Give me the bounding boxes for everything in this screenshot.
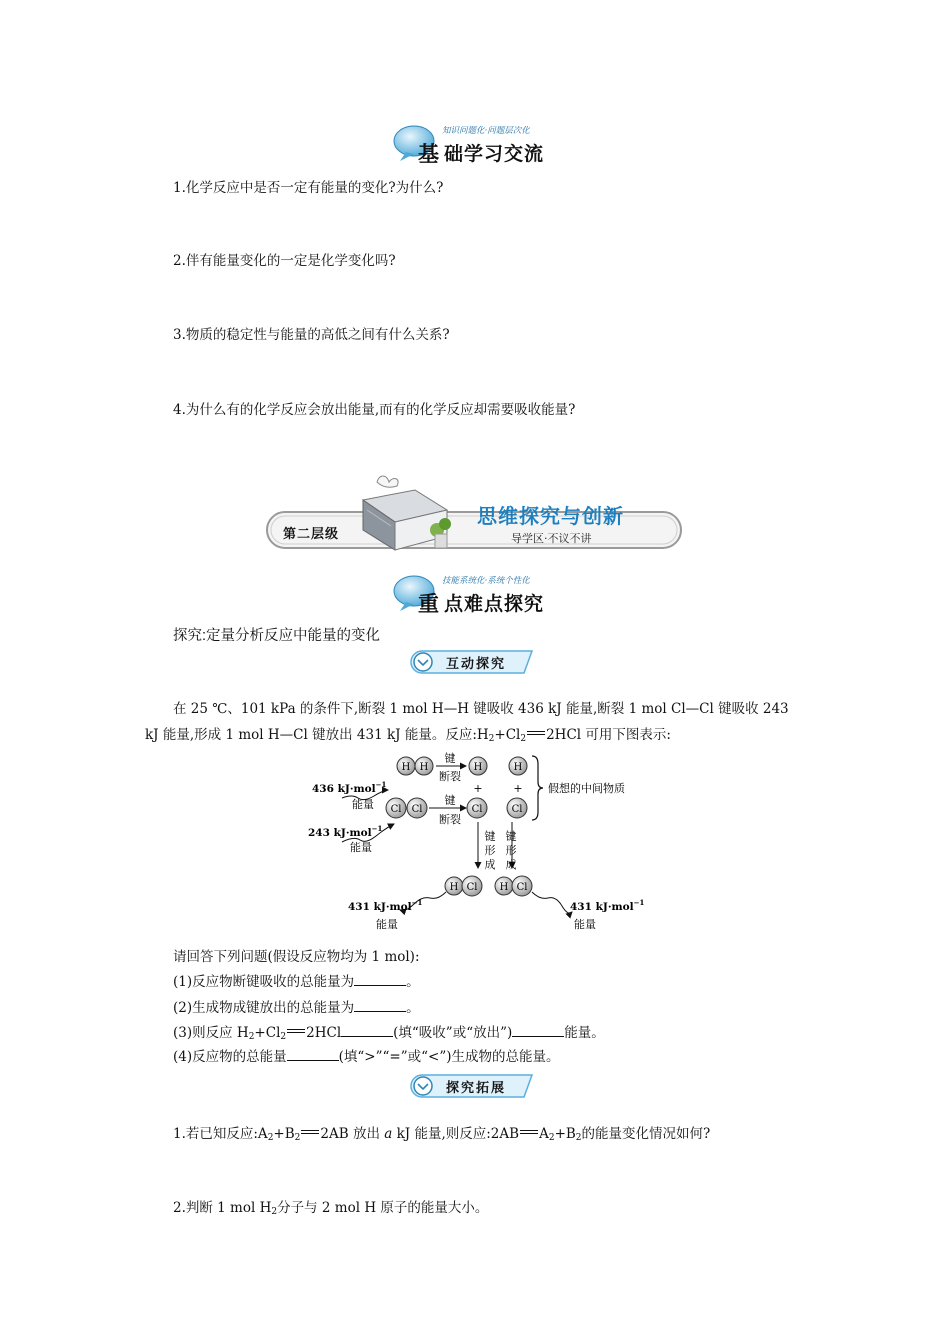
bond-break-label: 断裂 <box>439 770 461 783</box>
atom-label-cl: Cl <box>471 804 483 815</box>
atom-label-h: H <box>401 762 411 773</box>
svg-text:431 kJ·mol−1: 431 kJ·mol$^{-1}$ <box>570 898 645 913</box>
question-q3: (3)则反应 $H_2+Cl_2$ 2HCl (填“吸收”或“放出”) 能量。 <box>173 1025 605 1042</box>
energy-431-label: 431 kJ·mol <box>570 901 634 913</box>
energy-243-label: 243 kJ·mol <box>308 827 372 839</box>
svg-text:243 kJ·mol−1: 243 kJ·mol$^{-1}$ <box>308 824 383 839</box>
energy-word: 能量 <box>352 798 374 811</box>
prompt-text: 请回答下列问题(假设反应物均为 1 mol): <box>173 949 420 965</box>
question-1: 1.化学反应中是否一定有能量的变化?为什么? <box>173 180 444 196</box>
svg-text:成: 成 <box>484 858 496 871</box>
h2-molecule <box>397 757 433 775</box>
bond-break-label: 键 <box>444 752 456 765</box>
energy-word: 能量 <box>350 841 372 854</box>
svg-text:436 kJ·mol−1: 436 kJ·mol$^{-1}$ <box>312 780 387 795</box>
atom-label-cl: Cl <box>411 804 423 815</box>
atom-label-h: H <box>419 762 429 773</box>
level-label: 第二层级 <box>283 527 340 542</box>
svg-text:键: 键 <box>505 830 517 843</box>
wavy-arrow <box>532 892 572 913</box>
atom-label-h: H <box>473 762 483 773</box>
section-banner-key <box>392 572 562 614</box>
banner-title: 础学习交流 <box>444 143 545 165</box>
cl2-molecule <box>386 798 427 818</box>
plus-sign: + <box>513 782 523 795</box>
energy-word: 能量 <box>376 918 398 931</box>
bond-energy-diagram <box>300 750 660 940</box>
reaction-equals-sign <box>520 1130 538 1134</box>
level-subtitle: 导学区·不议不讲 <box>511 532 592 545</box>
svg-text:431 kJ·mol−1: 431 kJ·mol$^{-1}$ <box>348 898 423 913</box>
reaction-equals-sign <box>287 1029 305 1033</box>
intro-paragraph-line1: 在 25 ℃、101 kPa 的条件下,断裂 1 mol H—H 键吸收 436 kJ 能量,断裂 1 mol Cl—Cl 键吸收 243 <box>173 701 789 717</box>
question-q2: (2)生成物成键放出的总能量为 。 <box>173 1000 420 1016</box>
question-3: 3.物质的稳定性与能量的高低之间有什么关系? <box>173 327 450 343</box>
extension-question-2: 2.判断 1 mol $H_2$分子与 2 mol H 原子的能量大小。 <box>173 1200 489 1217</box>
atom-label-cl: Cl <box>511 804 523 815</box>
banner-title-first: 重 <box>418 592 440 616</box>
energy-436-label: 436 kJ·mol <box>312 783 376 795</box>
energy-431-label: 431 kJ·mol <box>348 901 412 913</box>
svg-text:H: H <box>499 882 509 893</box>
tab-interactive-explore <box>408 648 538 676</box>
answer-blank[interactable] <box>512 1023 564 1037</box>
extension-question-1: 1.若已知反应$:A_2+B_2$ 2AB 放出 a kJ 能量,则反应:2AB $A_2+B_2$的能量变化情况如何? <box>173 1126 711 1143</box>
answer-blank[interactable] <box>354 972 406 986</box>
hcl-molecule <box>445 876 482 896</box>
answer-blank[interactable] <box>287 1047 339 1061</box>
svg-text:H: H <box>449 882 459 893</box>
banner-title: 点难点探究 <box>444 593 545 615</box>
energy-word: 能量 <box>574 918 596 931</box>
level-banner <box>265 470 685 555</box>
banner-subtitle: 知识问题化·问题层次化 <box>442 126 530 136</box>
answer-blank[interactable] <box>354 998 406 1012</box>
banner-subtitle: 技能系统化·系统个性化 <box>442 576 530 586</box>
reaction-equals-sign <box>527 731 545 735</box>
svg-text:形: 形 <box>484 844 496 857</box>
question-q1: (1)反应物断键吸收的总能量为 。 <box>173 974 420 990</box>
level-title: 思维探究与创新 <box>477 504 624 528</box>
reaction-equals-sign <box>301 1130 319 1134</box>
tab-label: 探究拓展 <box>446 1081 507 1096</box>
plus-sign: + <box>473 782 483 795</box>
question-4: 4.为什么有的化学反应会放出能量,而有的化学反应却需要吸收能量? <box>173 402 576 418</box>
question-2: 2.伴有能量变化的一定是化学变化吗? <box>173 253 396 269</box>
section-banner-basic <box>392 122 562 164</box>
atom-label-h: H <box>513 762 523 773</box>
atom-label-cl: Cl <box>390 804 402 815</box>
intermediate-label: 假想的中间物质 <box>548 782 625 795</box>
svg-text:成: 成 <box>505 858 517 871</box>
bond-break-label: 键 <box>444 794 456 807</box>
question-q4: (4)反应物的总能量 (填“>”“=”或“<”)生成物的总能量。 <box>173 1049 560 1065</box>
hcl-molecule <box>495 876 532 896</box>
svg-text:Cl: Cl <box>516 882 528 893</box>
svg-text:形: 形 <box>505 844 517 857</box>
tab-explore-extension <box>408 1072 538 1100</box>
banner-title-first: 基 <box>418 142 440 166</box>
answer-blank[interactable] <box>341 1023 393 1037</box>
intro-paragraph-line2: kJ 能量,形成 1 mol H—Cl 键放出 431 kJ 能量。反应$:H_2+Cl_2$ 2HCl 可用下图表示: <box>145 727 671 744</box>
svg-text:键: 键 <box>484 830 496 843</box>
svg-text:Cl: Cl <box>466 882 478 893</box>
explore-title: 探究:定量分析反应中能量的变化 <box>173 628 381 644</box>
bond-break-label: 断裂 <box>439 813 461 826</box>
tab-label: 互动探究 <box>446 657 507 672</box>
brace <box>532 756 543 820</box>
book-icon <box>345 470 455 554</box>
